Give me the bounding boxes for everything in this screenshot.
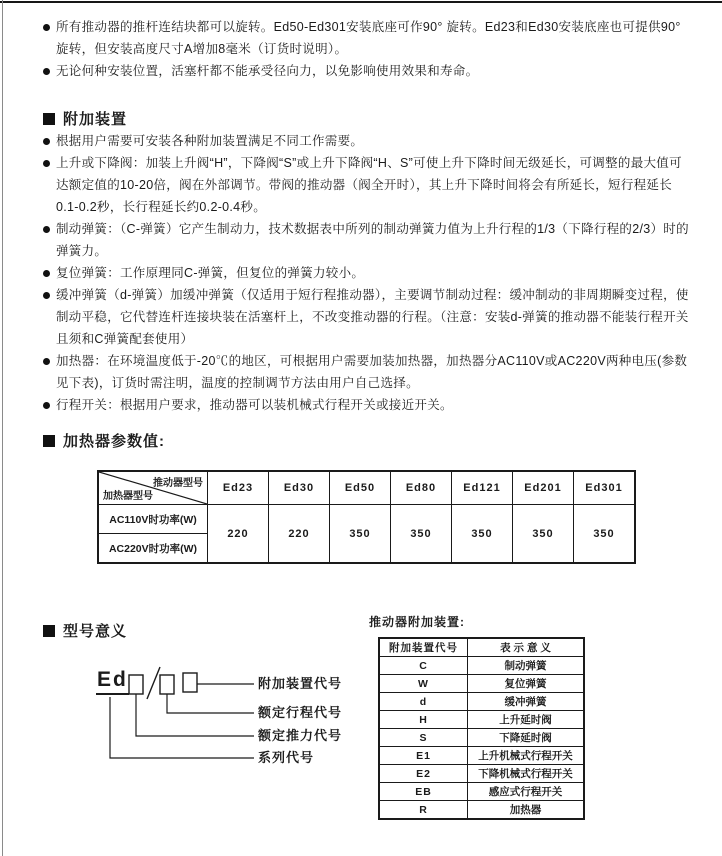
power-value-cell: 220: [208, 505, 269, 564]
section-title-text: 型号意义: [63, 623, 128, 640]
header-cell-meaning: 表 示 意 义: [468, 638, 585, 657]
heater-params-table: [97, 470, 636, 564]
meaning-cell: 下降延时阀: [468, 729, 585, 747]
meaning-cell: 缓冲弹簧: [468, 693, 585, 711]
section-title-addons: [43, 108, 127, 129]
bullet-text: 上升或下降阀：加装上升阀“H”，下降阀“S”或上升下降阀“H、S”可使上升下降时间无级延长，可调整的最大值可达额定值的10-20倍，阀在外部调节。带阀的推动器（阀全开时），其上升下降时间将会有所延长，短行程延长0.1-0.2秒，长行程延长约0.2-0.4秒。: [56, 156, 682, 214]
diagonal-corner-cell: [98, 471, 208, 505]
code-box-stroke: [160, 675, 174, 694]
code-cell: E2: [379, 765, 468, 783]
code-cell: d: [379, 693, 468, 711]
section-title-heater: [43, 430, 165, 451]
code-cell: W: [379, 675, 468, 693]
bullet-text: 根据用户需要可安装各种附加装置满足不同工作需要。: [56, 134, 364, 148]
section-marker-icon: [43, 113, 55, 125]
section-title-text: 附加装置: [63, 111, 128, 128]
table-row: [379, 783, 584, 801]
table-row: [98, 505, 635, 534]
table-row: [379, 657, 584, 675]
power-value-cell: 350: [391, 505, 452, 564]
table-header-row: [379, 638, 584, 657]
connector-line: [136, 694, 254, 736]
bullet-text: 制动弹簧：（C-弹簧）它产生制动力，技术数据表中所列的制动弹簧力值为上升行程的1/3（下降行程的2/3）时的弹簧力。: [56, 222, 689, 258]
table-row: [379, 747, 584, 765]
bullet-icon: [43, 226, 50, 233]
model-header-cell: Ed30: [269, 471, 330, 505]
page-top-border: [0, 1, 722, 3]
list-item: [43, 16, 693, 60]
section-marker-icon: [43, 625, 55, 637]
bullet-text: 加热器：在环境温度低于-20℃的地区，可根据用户需要加装加热器，加热器分AC110V或AC220V两种电压(参数见下表)，订货时需注明，温度的控制调节方法由用户自己选择。: [56, 354, 688, 390]
list-item: [43, 284, 693, 350]
model-header-cell: Ed301: [574, 471, 636, 505]
bullet-text: 无论何种安装位置，活塞杆都不能承受径向力，以免影响使用效果和寿命。: [56, 64, 479, 78]
meaning-cell: 上升机械式行程开关: [468, 747, 585, 765]
connector-line: [167, 694, 254, 713]
section-title-model: [43, 620, 127, 641]
header-cell-code: 附加装置代号: [379, 638, 468, 657]
list-item: [43, 350, 693, 394]
code-cell: E1: [379, 747, 468, 765]
model-prefix-text: Ed: [96, 668, 129, 695]
code-cell: S: [379, 729, 468, 747]
code-cell: R: [379, 801, 468, 820]
intro-bullet-list: [43, 16, 693, 82]
bullet-icon: [43, 138, 50, 145]
code-box-addon: [183, 673, 197, 692]
meaning-cell: 上升延时阀: [468, 711, 585, 729]
table-row: [379, 729, 584, 747]
page-left-border: [2, 0, 3, 856]
list-item: [43, 130, 693, 152]
diagram-label-series-code: 系列代号: [258, 750, 315, 765]
bullet-icon: [43, 402, 50, 409]
row-label-cell: AC220V时功率(W): [98, 534, 208, 564]
table-row: [379, 765, 584, 783]
slash-glyph: [147, 667, 160, 699]
corner-label-column: 推动器型号: [153, 478, 203, 489]
power-value-cell: 350: [574, 505, 636, 564]
meaning-cell: 感应式行程开关: [468, 783, 585, 801]
table-row: [379, 675, 584, 693]
list-item: [43, 152, 693, 218]
addon-table-caption: 推动器附加装置:: [369, 615, 465, 629]
table-header-row: [98, 471, 635, 505]
table-row: [379, 801, 584, 820]
bullet-icon: [43, 24, 50, 31]
diagram-label-thrust-code: 额定推力代号: [258, 728, 343, 743]
meaning-cell: 复位弹簧: [468, 675, 585, 693]
meaning-cell: 下降机械式行程开关: [468, 765, 585, 783]
power-value-cell: 350: [330, 505, 391, 564]
model-header-cell: Ed23: [208, 471, 269, 505]
model-header-cell: Ed80: [391, 471, 452, 505]
diagram-label-addon-code: 附加装置代号: [258, 676, 343, 691]
diagram-label-stroke-code: 额定行程代号: [258, 705, 343, 720]
power-value-cell: 350: [452, 505, 513, 564]
model-header-cell: Ed50: [330, 471, 391, 505]
section-title-text: 加热器参数值:: [63, 433, 165, 450]
connector-line: [110, 697, 254, 758]
bullet-text: 缓冲弹簧（d-弹簧）加缓冲弹簧（仅适用于短行程推动器），主要调节制动过程：缓冲制动的非周期瞬变过程，使制动平稳，它代替连杆连接块装在活塞杆上，不改变推动器的行程。（注意：安装d-弹簧的推动器不能装行程开关且须和C弹簧配套使用）: [56, 288, 689, 346]
model-header-cell: Ed121: [452, 471, 513, 505]
row-label-cell: AC110V时功率(W): [98, 505, 208, 534]
list-item: [43, 60, 693, 82]
bullet-icon: [43, 160, 50, 167]
meaning-cell: 制动弹簧: [468, 657, 585, 675]
table-row: [379, 711, 584, 729]
addons-bullet-list: [43, 130, 693, 416]
list-item: [43, 394, 693, 416]
power-value-cell: 350: [513, 505, 574, 564]
code-box-thrust: [129, 675, 143, 694]
section-marker-icon: [43, 435, 55, 447]
power-value-cell: 220: [269, 505, 330, 564]
code-cell: C: [379, 657, 468, 675]
bullet-icon: [43, 270, 50, 277]
bullet-text: 行程开关：根据用户要求，推动器可以装机械式行程开关或接近开关。: [56, 398, 453, 412]
bullet-text: 所有推动器的推杆连结块都可以旋转。Ed50-Ed301安装底座可作90° 旋转。Ed23和Ed30安装底座也可提供90° 旋转，但安装高度尺寸A增加8毫米（订货时说明）。: [56, 20, 681, 56]
code-cell: H: [379, 711, 468, 729]
bullet-text: 复位弹簧：工作原理同C-弹簧，但复位的弹簧力较小。: [56, 266, 365, 280]
model-header-cell: Ed201: [513, 471, 574, 505]
list-item: [43, 262, 693, 284]
bullet-icon: [43, 358, 50, 365]
list-item: [43, 218, 693, 262]
meaning-cell: 加热器: [468, 801, 585, 820]
table-row: [379, 693, 584, 711]
bullet-icon: [43, 68, 50, 75]
addon-codes-table: [378, 637, 585, 820]
bullet-icon: [43, 292, 50, 299]
corner-label-row: 加热器型号: [103, 491, 153, 502]
code-cell: EB: [379, 783, 468, 801]
